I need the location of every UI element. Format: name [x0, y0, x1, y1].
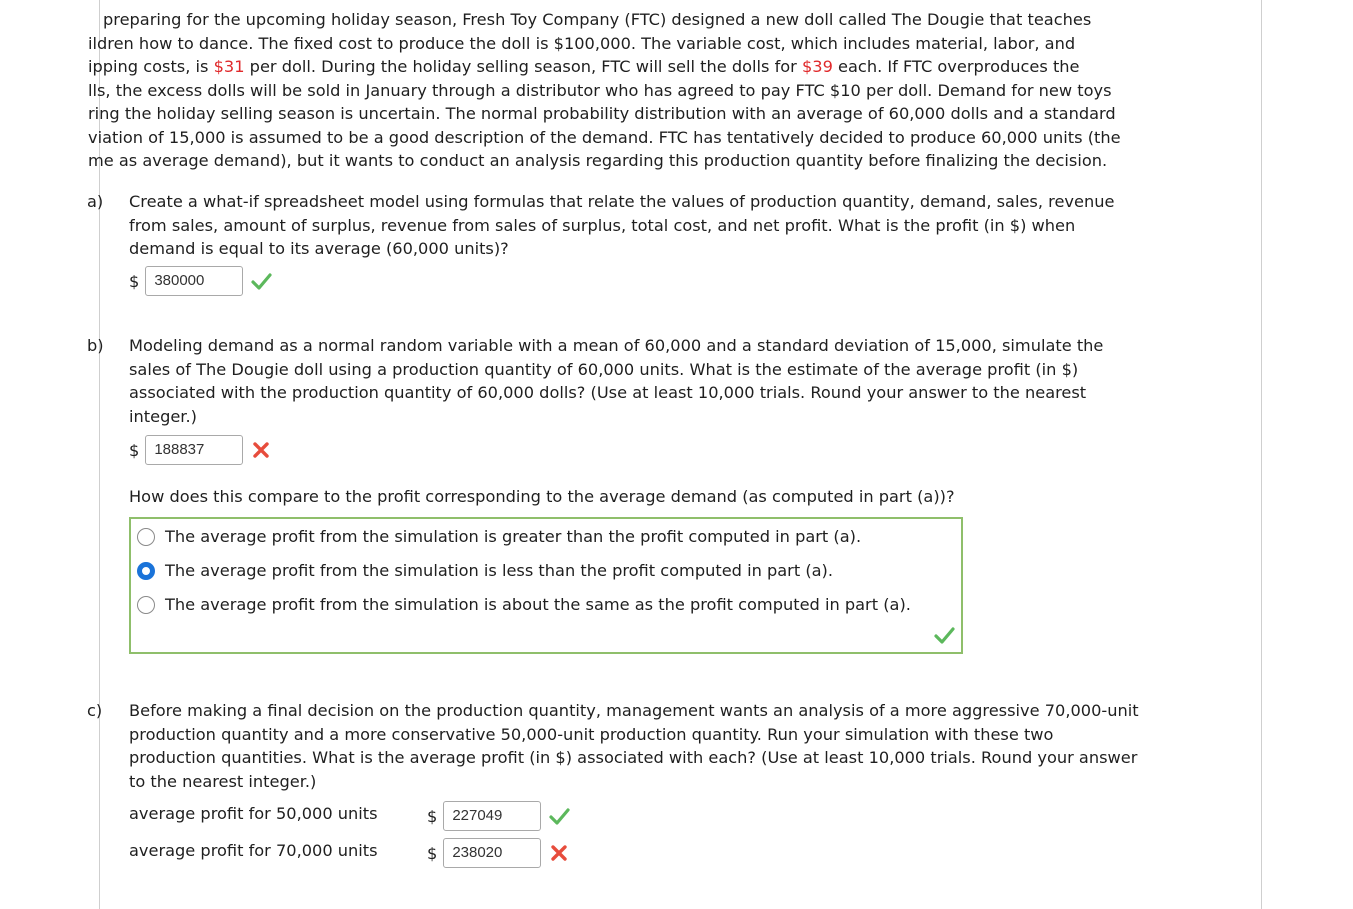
check-icon: [548, 805, 570, 827]
selling-price-value: $39: [801, 57, 833, 76]
question-line: production quantities. What is the average profit (in $) associated with each? (Use at least 10,000 trials. Round your answer: [129, 748, 1138, 767]
part-b-compare-question: [129, 485, 955, 509]
cross-icon: [548, 842, 570, 864]
part-c-marker: c): [87, 701, 103, 720]
intro-line: viation of 15,000 is assumed to be a good description of the demand. FTC has tentatively decided to produce 60,000 units (the: [88, 127, 1121, 147]
currency-symbol: $: [427, 806, 438, 826]
intro-text: ipping costs, is: [88, 57, 214, 76]
part-b-answer-row: [129, 435, 272, 465]
part-c-row-label-50k: average profit for 50,000 units: [129, 804, 378, 823]
question-line: production quantity and a more conservative 50,000-unit production quantity. Run your simulation with these two: [129, 724, 1054, 744]
question-line: demand is equal to its average (60,000 units)?: [129, 239, 509, 258]
part-a-question: [129, 190, 1114, 261]
part-c-question: [129, 699, 1139, 793]
mc-option-greater[interactable]: [137, 527, 861, 546]
intro-line: lls, the excess dolls will be sold in January through a distributor who has agreed to pay FTC $10 per doll. Demand for new toys: [88, 80, 1112, 100]
mc-option-same[interactable]: [137, 595, 911, 614]
mc-option-less[interactable]: [137, 561, 833, 580]
variable-cost-value: $31: [213, 57, 245, 76]
radio-button[interactable]: [137, 596, 155, 614]
question-line: sales of The Dougie doll using a production quantity of 60,000 units. What is the estimate of the average profit (in $): [129, 359, 1079, 379]
part-c-answer-row-70k: [427, 838, 570, 868]
check-icon: [250, 270, 272, 292]
question-line: associated with the production quantity of 60,000 dolls? (Use at least 10,000 trials. Round your answer to the nearest: [129, 383, 1087, 402]
problem-statement: [88, 8, 1353, 173]
mc-option-label: The average profit from the simulation is less than the profit computed in part (a).: [165, 561, 834, 580]
question-line: Create a what-if spreadsheet model using formulas that relate the values of production quantity, demand, sales, revenue: [129, 192, 1115, 211]
mc-option-label: The average profit from the simulation is greater than the profit computed in part (a).: [165, 527, 862, 546]
question-line: Modeling demand as a normal random variable with a mean of 60,000 and a standard deviation of 15,000, simulate the: [129, 336, 1104, 355]
check-icon: [933, 624, 955, 646]
intro-line: ildren how to dance. The fixed cost to produce the doll is $100,000. The variable cost, which includes material, labor, and: [88, 33, 1076, 53]
intro-line: preparing for the upcoming holiday season, Fresh Toy Company (FTC) designed a new doll called The Dougie that teaches: [103, 10, 1092, 29]
radio-button[interactable]: [137, 528, 155, 546]
answer-input-50k[interactable]: 227049: [443, 801, 541, 831]
question-line: Before making a final decision on the production quantity, management wants an analysis of a more aggressive 70,000-unit: [129, 701, 1139, 720]
question-line: integer.): [129, 406, 197, 426]
currency-symbol: $: [129, 271, 140, 291]
currency-symbol: $: [129, 440, 140, 460]
part-b-question: [129, 334, 1103, 428]
part-b-marker: b): [87, 336, 104, 355]
part-a-marker: a): [87, 192, 104, 211]
mc-option-label: The average profit from the simulation is about the same as the profit computed in part (a).: [165, 595, 911, 614]
part-b-marker-clip: [87, 334, 113, 358]
part-a-marker-clip: [87, 190, 113, 214]
cross-icon: [250, 439, 272, 461]
intro-line: [88, 55, 1353, 79]
intro-line: ring the holiday selling season is uncertain. The normal probability distribution with an average of 60,000 dolls and a standard: [88, 104, 1116, 123]
part-c-row-label-70k: average profit for 70,000 units: [129, 841, 378, 860]
part-b-answer-input[interactable]: 188837: [145, 435, 243, 465]
part-a-answer-row: [129, 266, 272, 296]
question-line: to the nearest integer.): [129, 771, 317, 791]
part-c-answer-row-50k: [427, 801, 570, 831]
intro-text: each. If FTC overproduces the: [832, 57, 1080, 76]
answer-input-70k[interactable]: 238020: [443, 838, 541, 868]
question-line: from sales, amount of surplus, revenue from sales of surplus, total cost, and net profit. What is the profit (in $) when: [129, 215, 1076, 235]
part-c-marker-clip: [87, 699, 113, 723]
intro-line: me as average demand), but it wants to conduct an analysis regarding this production quantity before finalizing the decision.: [88, 151, 1108, 170]
question-line: How does this compare to the profit corresponding to the average demand (as computed in part (a))?: [129, 487, 955, 506]
part-b-multiple-choice: [129, 517, 963, 654]
currency-symbol: $: [427, 843, 438, 863]
part-a-answer-input[interactable]: 380000: [145, 266, 243, 296]
radio-button-selected[interactable]: [137, 562, 155, 580]
intro-text: per doll. During the holiday selling season, FTC will sell the dolls for: [244, 57, 802, 76]
